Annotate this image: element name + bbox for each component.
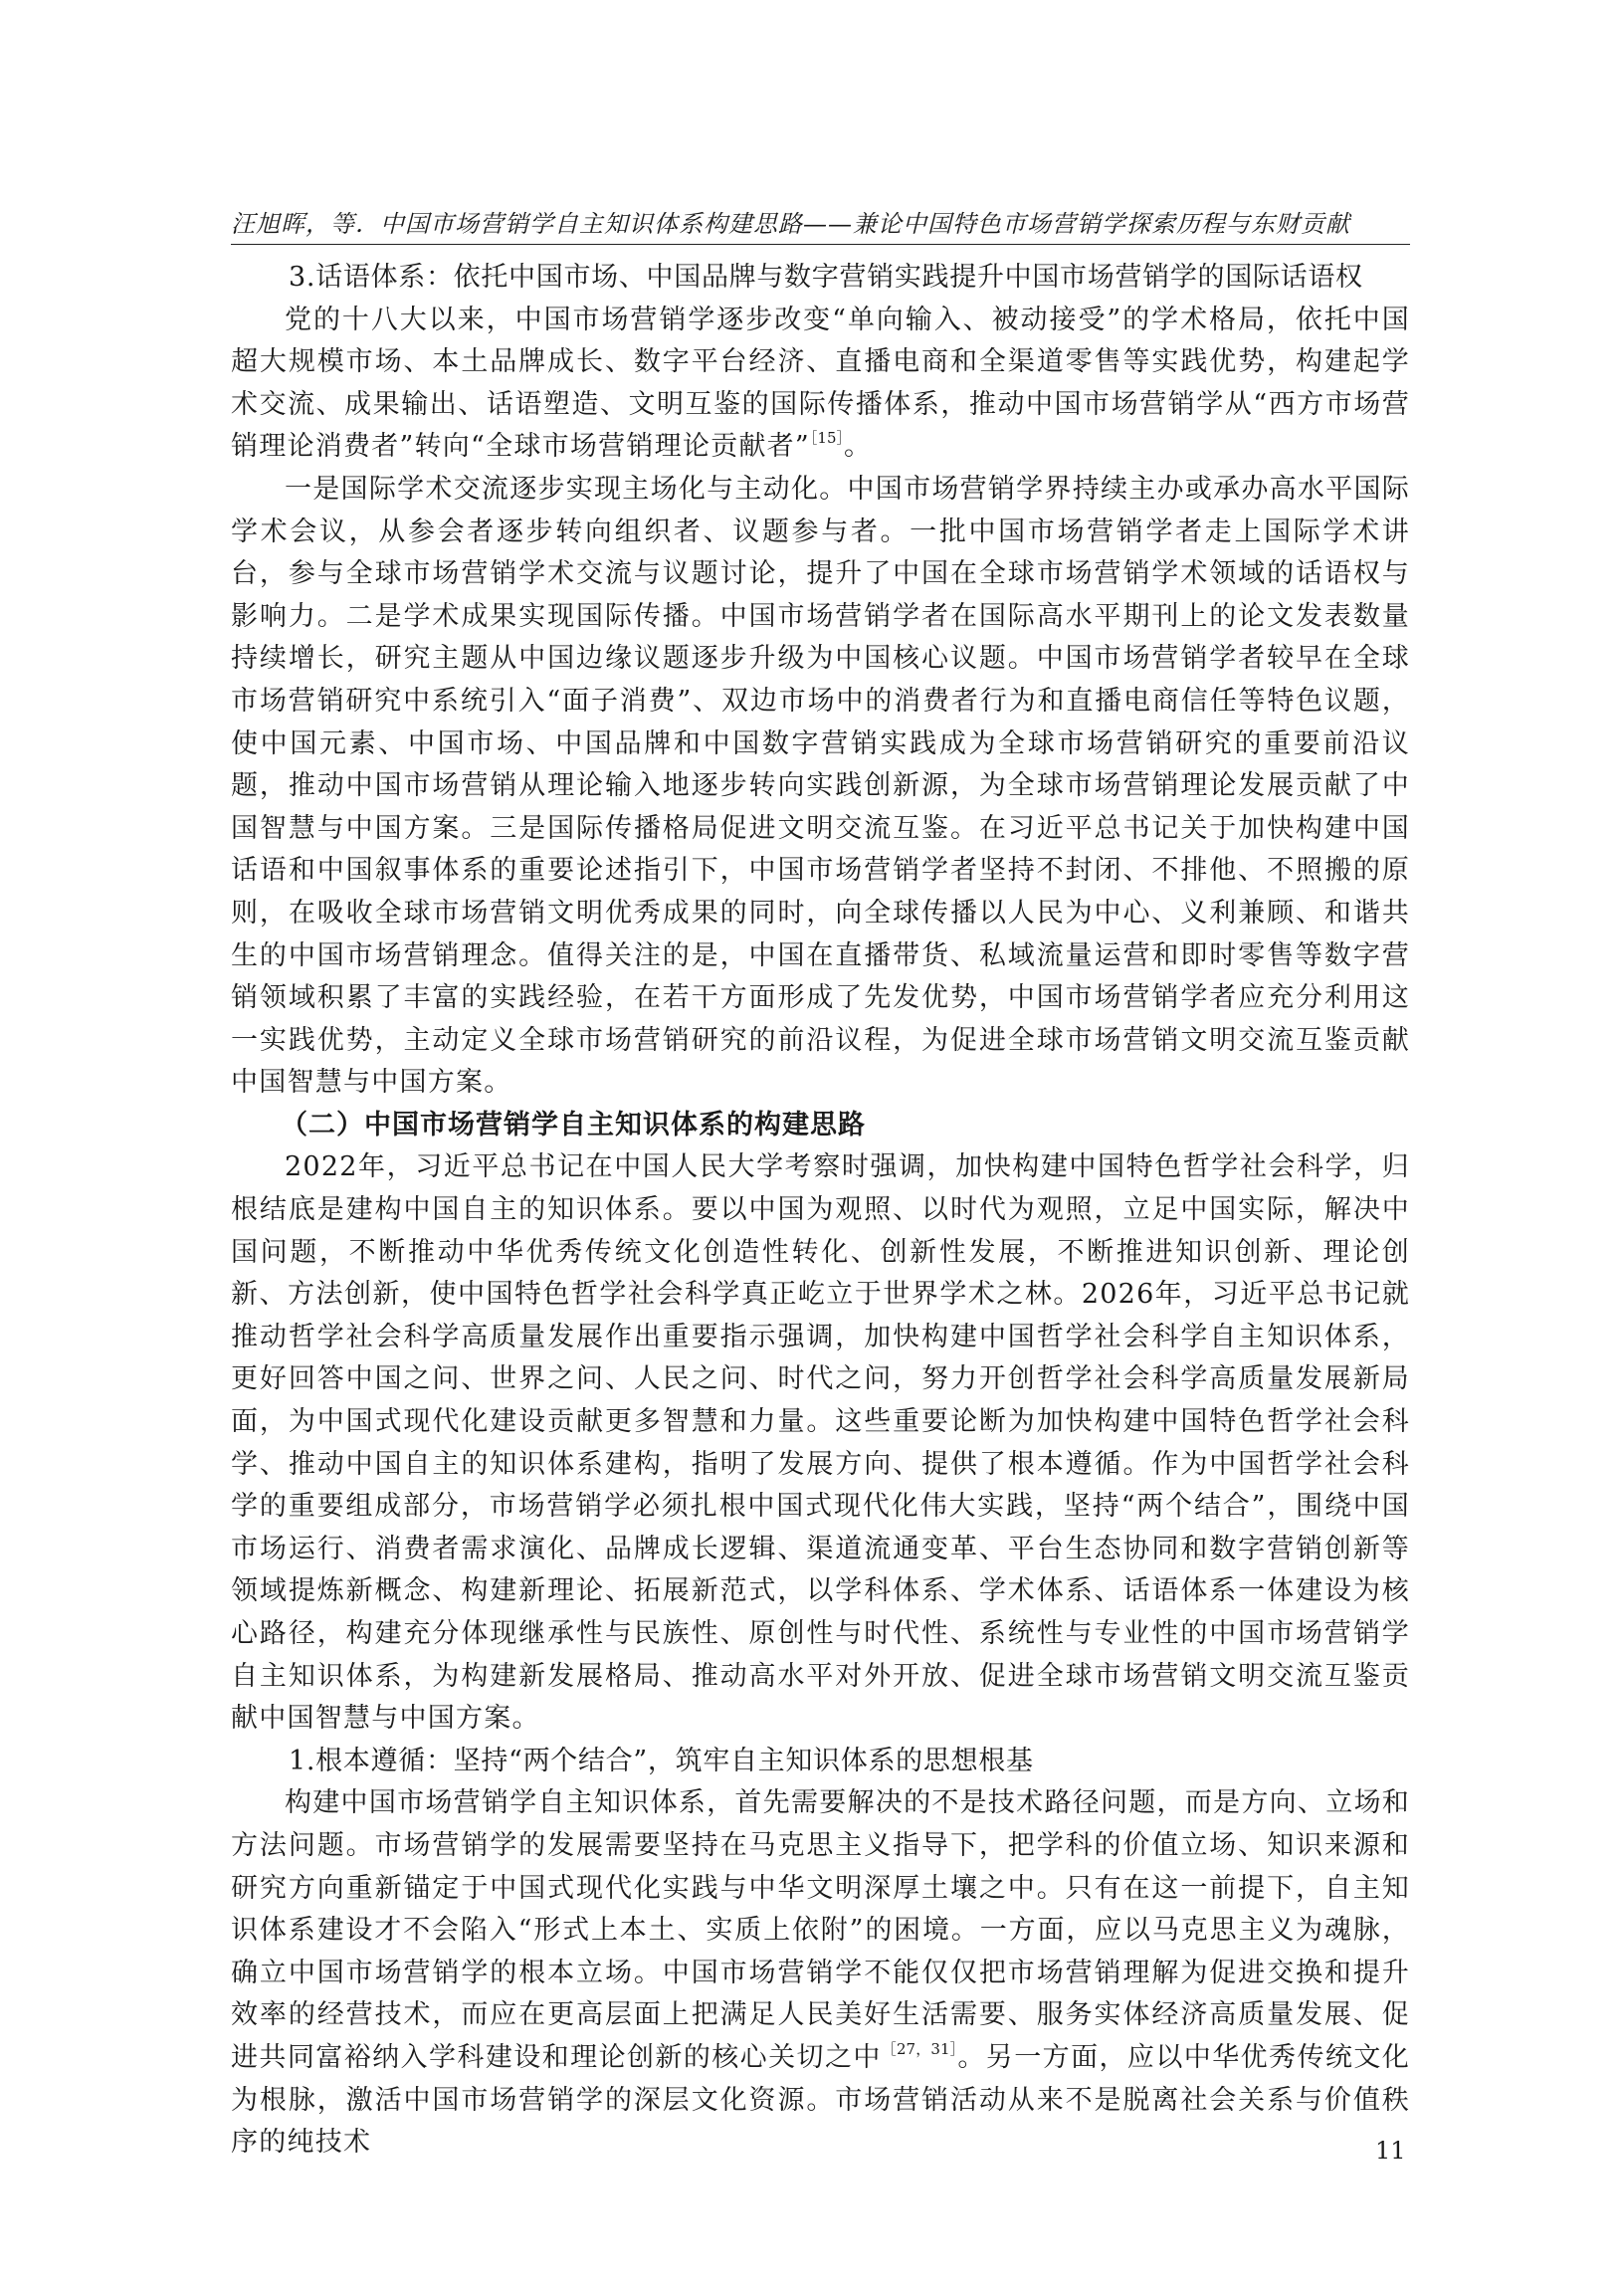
- paragraph-text: 构建中国市场营销学自主知识体系，首先需要解决的不是技术路径问题，而是方向、立场和方法问题。市场营销学的发展需要坚持在马克思主义指导下，把学科的价值立场、知识来源和研究方向重新锚定于中国式现代化实践与中华文明深厚土壤之中。只有在这一前提下，自主知识体系建设才不会陷入“形式上本土、实质上依附”的困境。一方面，应以马克思主义为魂脉，确立中国市场营销学的根本立场。中国市场营销学不能仅仅把市场营销理解为促进交换和提升效率的经营技术，而应在更高层面上把满足人民美好生活需要、服务实体经济高质量发展、促进共同富裕纳入学科建设和理论创新的核心关切之中: [231, 1787, 1410, 2073]
- citation-ref: ［27，31］: [881, 2039, 958, 2058]
- paragraph-text: 党的十八大以来，中国市场营销学逐步改变“单向输入、被动接受”的学术格局，依托中国超大规模市场、本土品牌成长、数字平台经济、直播电商和全渠道零售等实践优势，构建起学术交流、成果输出、话语塑造、文明互鉴的国际传播体系，推动中国市场营销学从“西方市场营销理论消费者”转向“全球市场营销理论贡献者”: [231, 304, 1410, 463]
- paragraph-international-exchange: 一是国际学术交流逐步实现主场化与主动化。中国市场营销学界持续主办或承办高水平国际学术会议，从参会者逐步转向组织者、议题参与者。一批中国市场营销学者走上国际学术讲台，参与全球市场营销学术交流与议题讨论，提升了中国在全球市场营销学术领域的话语权与影响力。二是学术成果实现国际传播。中国市场营销学者在国际高水平期刊上的论文发表数量持续增长，研究主题从中国边缘议题逐步升级为中国核心议题。中国市场营销学者较早在全球市场营销研究中系统引入“面子消费”、双边市场中的消费者行为和直播电商信任等特色议题，使中国元素、中国市场、中国品牌和中国数字营销实践成为全球市场营销研究的重要前沿议题，推动中国市场营销从理论输入地逐步转向实践创新源，为全球市场营销理论发展贡献了中国智慧与中国方案。三是国际传播格局促进文明交流互鉴。在习近平总书记关于加快构建中国话语和中国叙事体系的重要论述指引下，中国市场营销学者坚持不封闭、不排他、不照搬的原则，在吸收全球市场营销文明优秀成果的同时，向全球传播以人民为中心、义利兼顾、和谐共生的中国市场营销理念。值得关注的是，中国在直播带货、私域流量运营和即时零售等数字营销领域积累了丰富的实践经验，在若干方面形成了先发优势，中国市场营销学者应充分利用这一实践优势，主动定义全球市场营销研究的前沿议程，为促进全球市场营销文明交流互鉴贡献中国智慧与中国方案。: [231, 473, 1410, 1099]
- paragraph-construction-approach: 2022年，习近平总书记在中国人民大学考察时强调，加快构建中国特色哲学社会科学，归根结底是建构中国自主的知识体系。要以中国为观照、以时代为观照，立足中国实际，解决中国问题，不断推动中华优秀传统文化创造性转化、创新性发展，不断推进知识创新、理论创新、方法创新，使中国特色哲学社会科学真正屹立于世界学术之林。2026年，习近平总书记就推动哲学社会科学高质量发展作出重要指示强调，加快构建中国哲学社会科学自主知识体系，更好回答中国之问、世界之问、人民之问、时代之问，努力开创哲学社会科学高质量发展新局面，为中国式现代化建设贡献更多智慧和力量。这些重要论断为加快构建中国特色哲学社会科学、推动中国自主的知识体系建构，指明了发展方向、提供了根本遵循。作为中国哲学社会科学的重要组成部分，市场营销学必须扎根中国式现代化伟大实践，坚持“两个结合”，围绕中国市场运行、消费者需求演化、品牌成长逻辑、渠道流通变革、平台生态协同和数字营销创新等领域提炼新概念、构建新理论、拓展新范式，以学科体系、学术体系、话语体系一体建设为核心路径，构建充分体现继承性与民族性、原创性与时代性、系统性与专业性的中国市场营销学自主知识体系，为构建新发展格局、推动高水平对外开放、促进全球市场营销文明交流互鉴贡献中国智慧与中国方案。: [231, 1151, 1410, 1735]
- running-head: 汪旭晖，等．中国市场营销学自主知识体系构建思路——兼论中国特色市场营销学探索历程与东财贡献: [231, 210, 1350, 238]
- header-rule: [231, 244, 1410, 245]
- citation-ref: ［15］: [809, 429, 845, 448]
- subsection-heading-discourse-system: 3.话语体系：依托中国市场、中国品牌与数字营销实践提升中国市场营销学的国际话语权: [289, 262, 1363, 293]
- article-body: [231, 257, 1410, 2165]
- paragraph-discourse-intro: [231, 300, 1410, 469]
- paragraph-tail: 。另一方面，应以中华优秀传统文化为根脉，激活中国市场营销学的深层文化资源。市场营销活动从来不是脱离社会关系与价值秩序的纯技术: [231, 2041, 1410, 2159]
- subsection-heading-fundamental-principle: 1.根本遵循：坚持“两个结合”，筑牢自主知识体系的思想根基: [289, 1745, 1034, 1776]
- paragraph-fundamental-principle: [231, 1782, 1410, 2164]
- page-number: 11: [1375, 2137, 1406, 2165]
- paragraph-tail: 。: [844, 431, 873, 463]
- section-heading-construction-approach: （二）中国市场营销学自主知识体系的构建思路: [281, 1109, 866, 1140]
